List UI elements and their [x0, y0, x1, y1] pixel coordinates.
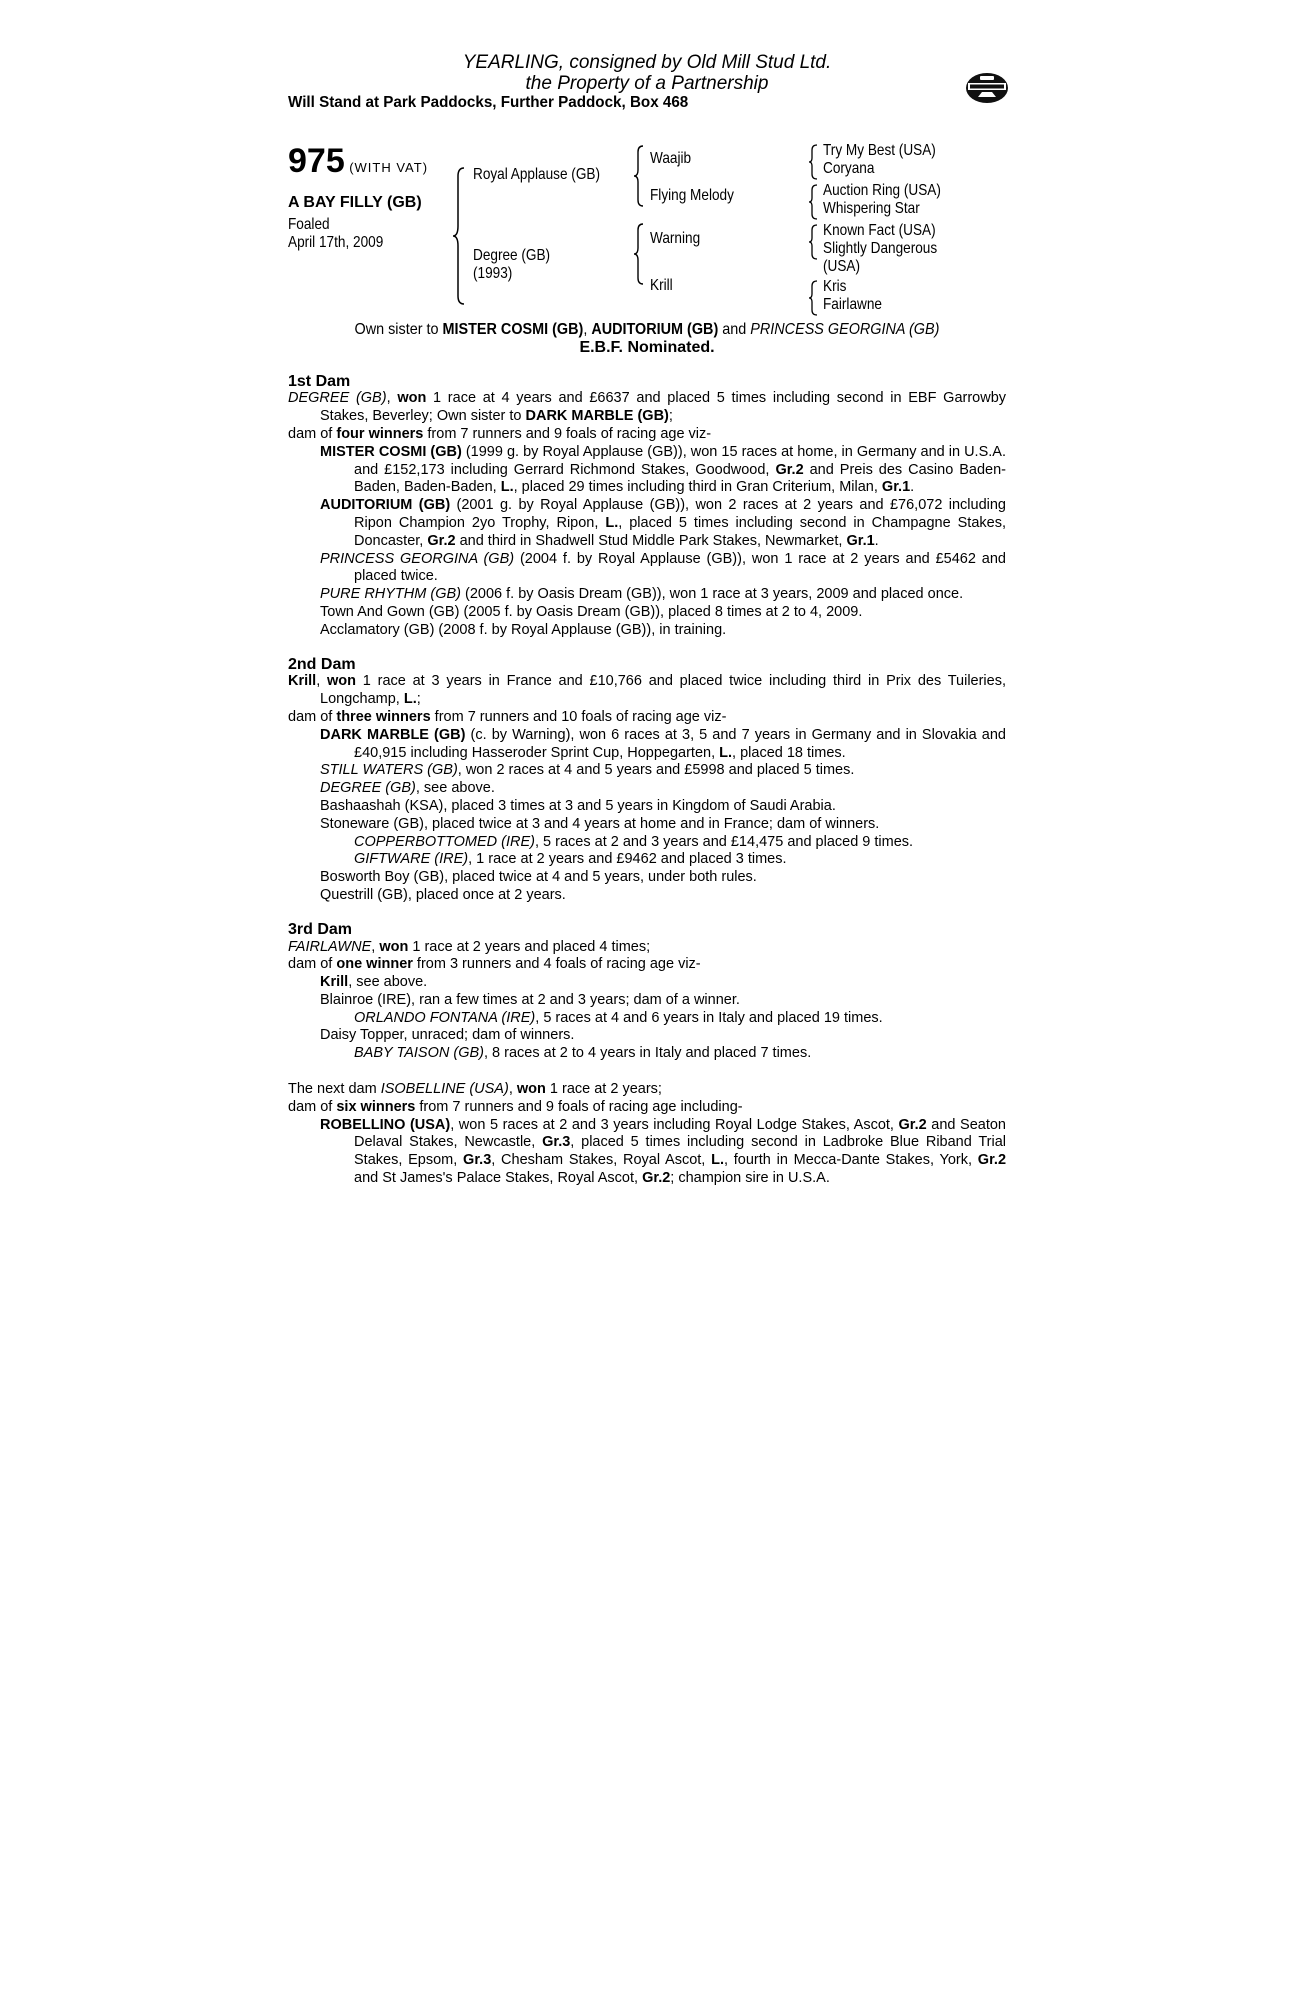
grade-label: Gr.1	[846, 532, 875, 549]
gen3-ssd-text: Coryana	[823, 160, 875, 177]
produce-record: , placed 18 times.	[732, 744, 846, 761]
stable-line	[288, 94, 1006, 112]
produce-entry	[288, 497, 1006, 550]
produce-entry: Stoneware (GB), placed twice at 3 and 4 years at home and in France; dam of winners.	[320, 815, 880, 832]
grand-produce-entry	[288, 1045, 1006, 1063]
pedigree-table	[288, 142, 1006, 317]
gen3-sss-text: Try My Best (USA)	[823, 142, 936, 159]
sire-sire-text: Waajib	[650, 150, 692, 167]
produce-record: , see above.	[348, 974, 428, 991]
sire-text: Royal Applause (GB)	[473, 166, 600, 183]
property-line: the Property of a Partnership	[525, 73, 769, 94]
winners-count: four winners	[336, 425, 424, 442]
produce-entry	[288, 780, 1006, 798]
produce-entry: Bosworth Boy (GB), placed twice at 4 and 5 years, under both rules.	[320, 869, 757, 886]
produce-name: AUDITORIUM (GB)	[320, 497, 451, 514]
pedigree-brace-icon	[452, 166, 466, 306]
gen3-dsd-country	[823, 258, 867, 276]
produce-record: , 5 races at 2 and 3 years and £14,475 and placed 9 times.	[535, 833, 914, 850]
winners-count: six winners	[336, 1098, 416, 1115]
won-label: won	[397, 390, 427, 407]
produce-name: MISTER COSMI (GB)	[320, 443, 462, 460]
sales-company-logo-icon	[964, 68, 1010, 106]
second-dam-name: Krill	[288, 673, 317, 690]
second-dam-summary: Krill, won 1 race at 3 years in France and £10,766 and placed twice including third in Prix des Tuileries, Longchamp, L.;	[288, 673, 1006, 708]
produce-name: Krill	[320, 974, 349, 991]
produce-summary: from 3 runners and 4 foals of racing age viz-	[412, 956, 701, 973]
third-dam-summary: FAIRLAWNE, won 1 race at 2 years and placed 4 times;	[288, 938, 651, 955]
own-sister-line	[288, 321, 1006, 339]
grand-produce-entry	[288, 851, 1006, 869]
foaled-date-text: April 17th, 2009	[288, 234, 384, 251]
produce-entry	[288, 586, 1006, 604]
listed-label: L.	[403, 691, 417, 708]
sibling-princess-georgina: PRINCESS GEORGINA (GB)	[750, 321, 940, 338]
lot-number: 975	[288, 142, 345, 180]
gen3-brace-2-icon	[808, 184, 818, 220]
gen3-dsd-text: Slightly Dangerous	[823, 240, 938, 257]
produce-entry: Questrill (GB), placed once at 2 years.	[320, 886, 566, 903]
catalogue-page	[288, 52, 1006, 1188]
sire-dam-text: Flying Melody	[650, 187, 734, 204]
produce-entry	[288, 444, 1006, 497]
sire-name	[473, 166, 622, 184]
produce-name: STILL WATERS (GB)	[320, 762, 458, 779]
produce-record: , Chesham Stakes, Royal Ascot,	[491, 1152, 712, 1169]
dam-of-label: dam of	[288, 956, 337, 973]
produce-entry	[288, 762, 1006, 780]
lot-number-block	[288, 144, 428, 178]
produce-entry	[288, 551, 1006, 587]
gen3-sds	[823, 182, 962, 200]
produce-name: GIFTWARE (IRE)	[354, 851, 469, 868]
grand-produce-entry	[288, 834, 1006, 852]
produce-entry	[288, 974, 1006, 992]
gen3-sdd	[823, 200, 937, 218]
lot-header	[288, 52, 1006, 112]
produce-record: , won 5 races at 2 and 3 years including Royal Lodge Stakes, Ascot,	[450, 1116, 899, 1133]
sire-brace-icon	[633, 144, 645, 208]
third-dam-record: 1 race at 2 years and placed 4 times;	[408, 938, 651, 955]
second-dam-record: 1 race at 3 years in France and £10,766 and placed twice including third in Prix des Tuileries, Longchamp,	[320, 673, 1006, 708]
won-label: won	[516, 1081, 546, 1098]
winners-count: three winners	[336, 708, 431, 725]
produce-name: ROBELLINO (USA)	[320, 1116, 451, 1133]
produce-summary: from 7 runners and 9 foals of racing age including-	[415, 1098, 743, 1115]
produce-record: , won 2 races at 4 and 5 years and £5998 and placed 5 times.	[457, 762, 855, 779]
ebf-nominated: E.B.F. Nominated.	[579, 338, 715, 356]
produce-entry: Bashaashah (KSA), placed 3 times at 3 and 5 years in Kingdom of Saudi Arabia.	[320, 797, 836, 814]
won-label: won	[327, 673, 357, 690]
lot-name: A BAY FILLY (GB)	[288, 194, 422, 211]
stable-text: Will Stand at Park Paddocks, Further Paddock, Box 468	[288, 94, 689, 111]
sire-sire	[650, 150, 698, 168]
separator: ,	[583, 321, 592, 338]
grade-label: Gr.1	[881, 479, 911, 496]
grade-label: Gr.3	[542, 1134, 571, 1151]
won-label: won	[379, 938, 409, 955]
winners-count: one winner	[336, 956, 413, 973]
produce-record: , see above.	[415, 780, 495, 797]
produce-summary: from 7 runners and 10 foals of racing age viz-	[430, 708, 727, 725]
dam-of-label: dam of	[288, 1098, 337, 1115]
dam-dam	[650, 277, 677, 295]
produce-entry: Acclamatory (GB) (2008 f. by Royal Applause (GB)), in training.	[320, 621, 727, 638]
vat-note: (WITH VAT)	[349, 160, 429, 175]
first-dam-record: 1 race at 4 years and £6637 and placed 5 times including second in EBF Garrowby Stakes, Beverley; Own sister to	[320, 390, 1007, 425]
third-dam-heading: 3rd Dam	[288, 920, 353, 938]
produce-summary: from 7 runners and 9 foals of racing age viz-	[423, 425, 712, 442]
own-sister-prefix: Own sister to	[354, 321, 443, 338]
gen3-ddd-text: Fairlawne	[823, 296, 882, 313]
produce-name: PRINCESS GEORGINA (GB)	[320, 550, 515, 567]
produce-record: (2006 f. by Oasis Dream (GB)), won 1 race at 3 years, 2009 and placed once.	[460, 586, 964, 603]
next-dam-produce-intro	[288, 1099, 1006, 1117]
produce-record: , 5 races at 4 and 6 years in Italy and placed 19 times.	[535, 1009, 883, 1026]
produce-entry: Town And Gown (GB) (2005 f. by Oasis Dream (GB)), placed 8 times at 2 to 4, 2009.	[320, 603, 863, 620]
gen3-dss	[823, 222, 955, 240]
produce-record: and Seaton Delaval Stakes, Newcastle,	[354, 1116, 1006, 1151]
first-dam-name: DEGREE (GB)	[288, 390, 387, 407]
produce-record: , fourth in Mecca-Dante Stakes, York,	[723, 1152, 978, 1169]
produce-name: DARK MARBLE (GB)	[320, 726, 466, 743]
first-dam-heading: 1st Dam	[288, 372, 351, 390]
dam-year-text: (1993)	[473, 265, 513, 282]
dam-of-label: dam of	[288, 425, 337, 442]
produce-record: , 8 races at 2 to 4 years in Italy and placed 7 times.	[484, 1045, 812, 1062]
produce-record: (c. by Warning), won 6 races at 3, 5 and 7 years in Germany and in Slovakia and £40,915 including Hasseroder Sprint Cup, Hoppegarten,	[354, 726, 1006, 761]
listed-label: L.	[500, 479, 514, 496]
produce-record: , placed 5 times including second in Ladbroke Blue Riband Trial Stakes, Epsom,	[354, 1134, 1007, 1169]
next-dam-record: 1 race at 2 years;	[545, 1081, 662, 1098]
first-dam-summary: DEGREE (GB), won 1 race at 4 years and £6637 and placed 5 times including second in EBF Garrowby Stakes, Beverley; Own sister to DARK MARBLE (GB);	[288, 390, 1007, 425]
gen3-dsd	[823, 240, 957, 258]
produce-entry: Daisy Topper, unraced; dam of winners.	[320, 1027, 575, 1044]
second-dam-heading: 2nd Dam	[288, 655, 356, 673]
gen3-ssd	[823, 160, 883, 178]
gen3-sds-text: Auction Ring (USA)	[823, 182, 941, 199]
produce-entry	[288, 1117, 1006, 1188]
gen3-dss-text: Known Fact (USA)	[823, 222, 936, 239]
punct: .	[910, 479, 915, 496]
gen3-dds-text: Kris	[823, 278, 847, 295]
sibling-mister-cosmi: MISTER COSMI (GB)	[442, 321, 584, 338]
dam-text: Degree (GB)	[473, 247, 551, 264]
produce-name: PURE RHYTHM (GB)	[320, 586, 461, 603]
produce-entry	[288, 727, 1006, 763]
produce-name: COPPERBOTTOMED (IRE)	[354, 833, 535, 850]
produce-entry: Blainroe (IRE), ran a few times at 2 and 3 years; dam of a winner.	[320, 991, 740, 1008]
produce-record: ; champion sire in U.S.A.	[670, 1170, 830, 1187]
grade-label: Gr.2	[775, 461, 804, 478]
produce-record: and Preis des Casino Baden-Baden, Baden-Baden,	[354, 461, 1006, 496]
punct: .	[874, 532, 879, 549]
second-dam-produce-intro	[288, 709, 1006, 727]
listed-label: L.	[605, 514, 619, 531]
own-sister-inner	[355, 321, 940, 339]
punct: ;	[416, 691, 421, 708]
dam-of-label: dam of	[288, 708, 337, 725]
first-dam-produce-intro	[288, 426, 1006, 444]
listed-label: L.	[711, 1152, 724, 1169]
dam-brace-icon	[633, 222, 645, 286]
grade-label: Gr.3	[463, 1152, 492, 1169]
produce-name: BABY TAISON (GB)	[354, 1045, 484, 1062]
produce-record: (1999 g. by Royal Applause (GB)), won 15 races at home, in Germany and in U.S.A. and £152,173 including Gerrard Richmond Stakes, Goodwood,	[354, 443, 1006, 478]
produce-name: DEGREE (GB)	[320, 780, 416, 797]
produce-record: (2001 g. by Royal Applause (GB)), won 2 races at 2 years and £76,072 including Ripon Champion 2yo Trophy, Ripon,	[354, 497, 1006, 531]
gen3-sss	[823, 142, 956, 160]
grade-label: Gr.2	[898, 1116, 927, 1133]
gen3-brace-4-icon	[808, 280, 818, 316]
punct: ;	[668, 408, 673, 425]
produce-record: and St James's Palace Stakes, Royal Ascot,	[354, 1170, 643, 1187]
grade-label: Gr.2	[642, 1170, 671, 1187]
grand-produce-entry	[288, 1010, 1006, 1028]
sire-dam	[650, 187, 749, 205]
produce-record: , 1 race at 2 years and £9462 and placed 3 times.	[468, 851, 787, 868]
third-dam-produce-intro	[288, 956, 1006, 974]
gen3-sdd-text: Whispering Star	[823, 200, 920, 217]
dam-sire-text: Warning	[650, 230, 701, 247]
first-dam-sister: DARK MARBLE (GB)	[525, 408, 669, 425]
next-dam-summary: The next dam ISOBELLINE (USA), won 1 race at 2 years;	[288, 1081, 662, 1098]
dam-dam-text: Krill	[650, 277, 673, 294]
gen3-dsd-country-text: (USA)	[823, 258, 861, 275]
third-dam-name: FAIRLAWNE	[288, 938, 372, 955]
produce-record: (2004 f. by Royal Applause (GB)), won 1 race at 2 years and £5462 and placed twice.	[354, 550, 1006, 585]
produce-record: , placed 29 times including third in Gran Criterium, Milan,	[513, 479, 882, 496]
gen3-dds	[823, 278, 851, 296]
next-dam-name: ISOBELLINE (USA)	[380, 1081, 509, 1098]
foaled-label	[288, 216, 337, 234]
grade-label: Gr.2	[977, 1152, 1007, 1169]
next-dam-prefix: The next dam	[288, 1081, 381, 1098]
produce-record: and third in Shadwell Stud Middle Park Stakes, Newmarket,	[455, 532, 847, 549]
sibling-auditorium: AUDITORIUM (GB)	[591, 321, 719, 338]
conjunction: and	[718, 321, 751, 338]
dam-sire	[650, 230, 709, 248]
dam-year	[473, 265, 519, 283]
dam-name	[473, 247, 564, 265]
gen3-brace-3-icon	[808, 224, 818, 260]
foaled-date	[288, 234, 400, 252]
produce-record: , placed 5 times including second in Champagne Stakes, Doncaster,	[354, 514, 1006, 549]
consignor-line: YEARLING, consigned by Old Mill Stud Ltd.	[462, 52, 832, 73]
grade-label: Gr.2	[427, 532, 456, 549]
gen3-ddd	[823, 296, 892, 314]
produce-name: ORLANDO FONTANA (IRE)	[354, 1009, 536, 1026]
gen3-brace-1-icon	[808, 144, 818, 180]
foaled-label-text: Foaled	[288, 216, 330, 233]
listed-label: L.	[719, 744, 733, 761]
